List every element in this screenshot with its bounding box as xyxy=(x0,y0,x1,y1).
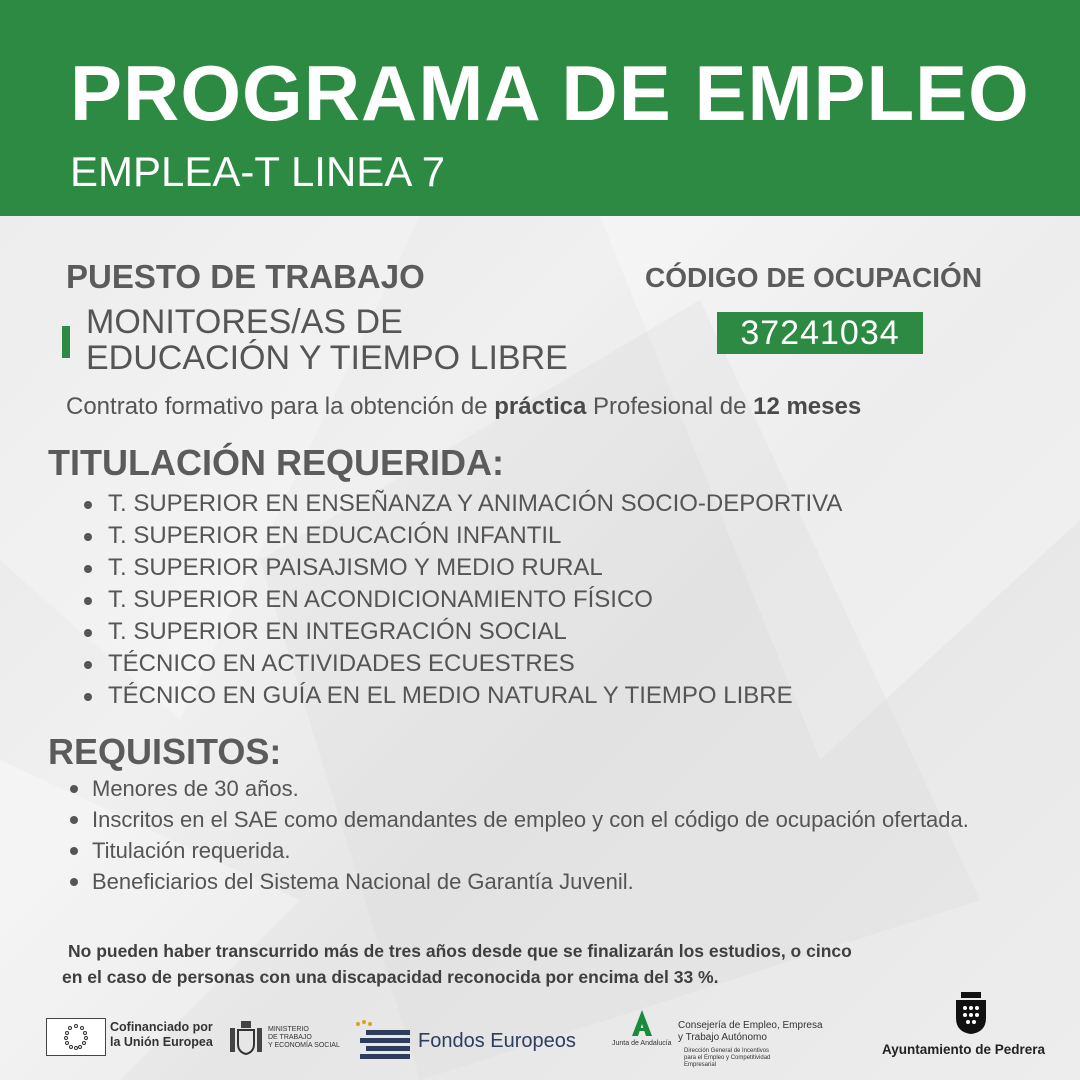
list-item: TÉCNICO EN GUÍA EN EL MEDIO NATURAL Y TIEMPO LIBRE xyxy=(80,680,980,712)
fondos-europeos-icon xyxy=(354,1020,412,1062)
puesto-line-2: EDUCACIÓN Y TIEMPO LIBRE xyxy=(86,339,568,377)
consejeria-line-1: Consejería de Empleo, Empresa xyxy=(678,1020,823,1031)
junta-text: Junta de Andalucía xyxy=(612,1040,672,1047)
direccion-line-3: Empresarial xyxy=(684,1062,717,1068)
ministerio-line-2: DE TRABAJO xyxy=(268,1034,312,1041)
direccion-line-1: Dirección General de Incentivos xyxy=(684,1048,770,1054)
list-item: Beneficiarios del Sistema Nacional de Garantía Juvenil. xyxy=(66,866,1006,897)
eu-line-2: la Unión Europea xyxy=(110,1035,213,1049)
list-item: T. SUPERIOR EN ENSEÑANZA Y ANIMACIÓN SOCIO-DEPORTIVA xyxy=(80,488,980,520)
notice-line-1: No pueden haber transcurrido más de tres años desde que se finalizarán los estudios, o cinco xyxy=(68,941,852,961)
contrato-part-2: Profesional de xyxy=(586,393,754,420)
list-item: Titulación requerida. xyxy=(66,835,1006,866)
contrato-part-1: Contrato formativo para la obtención de xyxy=(66,393,495,420)
eu-line-1: Cofinanciado por xyxy=(110,1020,213,1034)
fondos-text: Fondos Europeos xyxy=(418,1030,576,1052)
footer-logos xyxy=(0,992,1080,1080)
list-item: T. SUPERIOR PAISAJISMO Y MEDIO RURAL xyxy=(80,552,980,584)
ministerio-line-3: Y ECONOMÍA SOCIAL xyxy=(268,1042,340,1049)
list-item: TÉCNICO EN ACTIVIDADES ECUESTRES xyxy=(80,648,980,680)
contrato-bold-2: 12 meses xyxy=(753,393,862,420)
consejeria-text xyxy=(678,1020,828,1044)
consejeria-line-2: y Trabajo Autónomo xyxy=(678,1032,767,1043)
titulacion-heading: TITULACIÓN REQUERIDA: xyxy=(48,442,504,483)
requisitos-list xyxy=(66,773,1006,897)
list-item: T. SUPERIOR EN INTEGRACIÓN SOCIAL xyxy=(80,616,980,648)
codigo-label: CÓDIGO DE OCUPACIÓN xyxy=(645,262,983,293)
notice-line-2: en el caso de personas con una discapacidad reconocida por encima del 33 %. xyxy=(62,967,719,987)
contrato-text xyxy=(66,392,861,422)
spain-coat-of-arms-icon xyxy=(228,1018,264,1058)
eu-flag-icon xyxy=(46,1018,106,1056)
accent-bar xyxy=(62,326,70,358)
requisitos-heading: REQUISITOS: xyxy=(48,731,282,772)
pedrera-coat-of-arms-icon xyxy=(953,992,989,1036)
contrato-bold-1: práctica xyxy=(494,393,587,420)
codigo-value: 37241034 xyxy=(717,312,923,354)
list-item: T. SUPERIOR EN EDUCACIÓN INFANTIL xyxy=(80,520,980,552)
notice-text xyxy=(62,938,1022,990)
direccion-line-2: para el Empleo y Competitividad xyxy=(684,1055,771,1061)
page-subtitle: EMPLEA-T LINEA 7 xyxy=(70,148,446,195)
ministerio-line-1: MINISTERIO xyxy=(268,1026,309,1033)
page-title: PROGRAMA DE EMPLEO xyxy=(70,49,1030,137)
eu-text xyxy=(110,1020,220,1050)
puesto-line-1: MONITORES/AS DE xyxy=(86,303,403,341)
junta-andalucia-icon xyxy=(620,1008,664,1038)
list-item: Menores de 30 años. xyxy=(66,773,1006,804)
ministerio-text xyxy=(268,1026,348,1050)
puesto-value xyxy=(86,304,646,376)
list-item: Inscritos en el SAE como demandantes de empleo y con el código de ocupación ofertada. xyxy=(66,804,1006,835)
puesto-label: PUESTO DE TRABAJO xyxy=(66,258,425,295)
list-item: T. SUPERIOR EN ACONDICIONAMIENTO FÍSICO xyxy=(80,584,980,616)
titulacion-list xyxy=(80,488,980,712)
direccion-text xyxy=(684,1048,794,1069)
pedrera-text: Ayuntamiento de Pedrera xyxy=(882,1042,1046,1057)
